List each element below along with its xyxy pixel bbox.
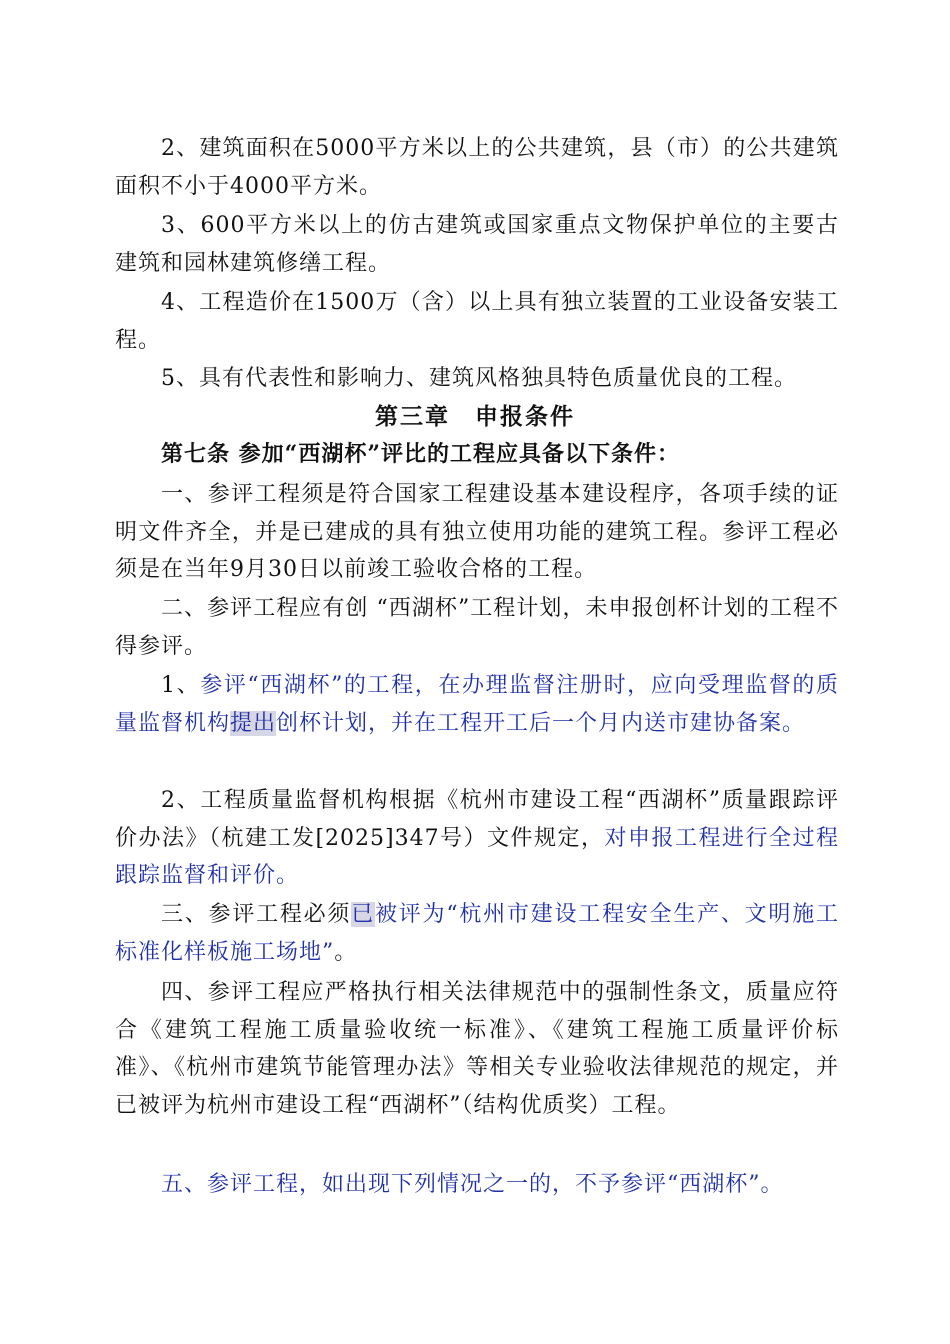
- condition-3: [115, 896, 839, 971]
- condition-2-1: [115, 667, 839, 742]
- condition-2: 二、参评工程应有创 “西湖杯”工程计划，未申报创杯计划的工程不得参评。: [115, 596, 839, 659]
- highlighted-text: 提出: [230, 710, 277, 736]
- condition-1: 一、参评工程须是符合国家工程建设基本建设程序，各项手续的证明文件齐全，并是已建成的具有独立使用功能的建筑工程。参评工程必须是在当年9月30日以前竣工验收合格的工程。: [115, 482, 839, 582]
- condition-2-1-text-a: 参评“西湖杯”的工程，在办理监督注册时，应向受理监督的质量监督机构: [115, 673, 840, 736]
- condition-4: 四、参评工程应严格执行相关法律规范中的强制性条文，质量应符合《建筑工程施工质量验收统一标准》、《建筑工程施工质量评价标准》、《杭州市建筑节能管理办法》等相关专业验收法律规范的规定，并已被评为杭州市建设工程“西湖杯”（结构优质奖）工程。: [115, 980, 839, 1118]
- condition-3-text: 被评为“杭州市建设工程安全生产、文明施工标准化样板施工场地”: [115, 902, 839, 965]
- condition-2-2-text-b: 对申报工程进行全过程跟踪监督和评价。: [115, 825, 839, 888]
- condition-2-2: [115, 782, 839, 895]
- highlighted-text: 已: [351, 902, 375, 927]
- article-title: 第七条 参加“西湖杯”评比的工程应具备以下条件：: [161, 441, 680, 467]
- condition-2-2-text-a: 2、工程质量监督机构根据《杭州市建设工程“西湖杯”质量跟踪评价办法》（杭建工发[2025]347号）文件规定，: [115, 788, 839, 851]
- condition-2-1-text-b: 创杯计划，并在工程开工后一个月内送市建协备案。: [276, 710, 806, 736]
- item-4: 4、工程造价在1500万（含）以上具有独立装置的工业设备安装工程。: [115, 290, 839, 353]
- condition-2-1-prefix: 1、: [161, 673, 201, 698]
- item-3: 3、600平方米以上的仿古建筑或国家重点文物保护单位的主要古建筑和园林建筑修缮工程。: [115, 213, 839, 276]
- item-5: 5、具有代表性和影响力、建筑风格独具特色质量优良的工程。: [161, 366, 797, 391]
- condition-3-prefix: 三、参评工程必须: [161, 902, 352, 927]
- item-2: 2、建筑面积在5000平方米以上的公共建筑，县（市）的公共建筑面积不小于4000平方米。: [115, 136, 839, 199]
- chapter-title: 第三章 申报条件: [375, 403, 575, 430]
- condition-3-suffix: 。: [334, 939, 358, 965]
- condition-5: 五、参评工程，如出现下列情况之一的，不予参评“西湖杯”。: [161, 1172, 784, 1197]
